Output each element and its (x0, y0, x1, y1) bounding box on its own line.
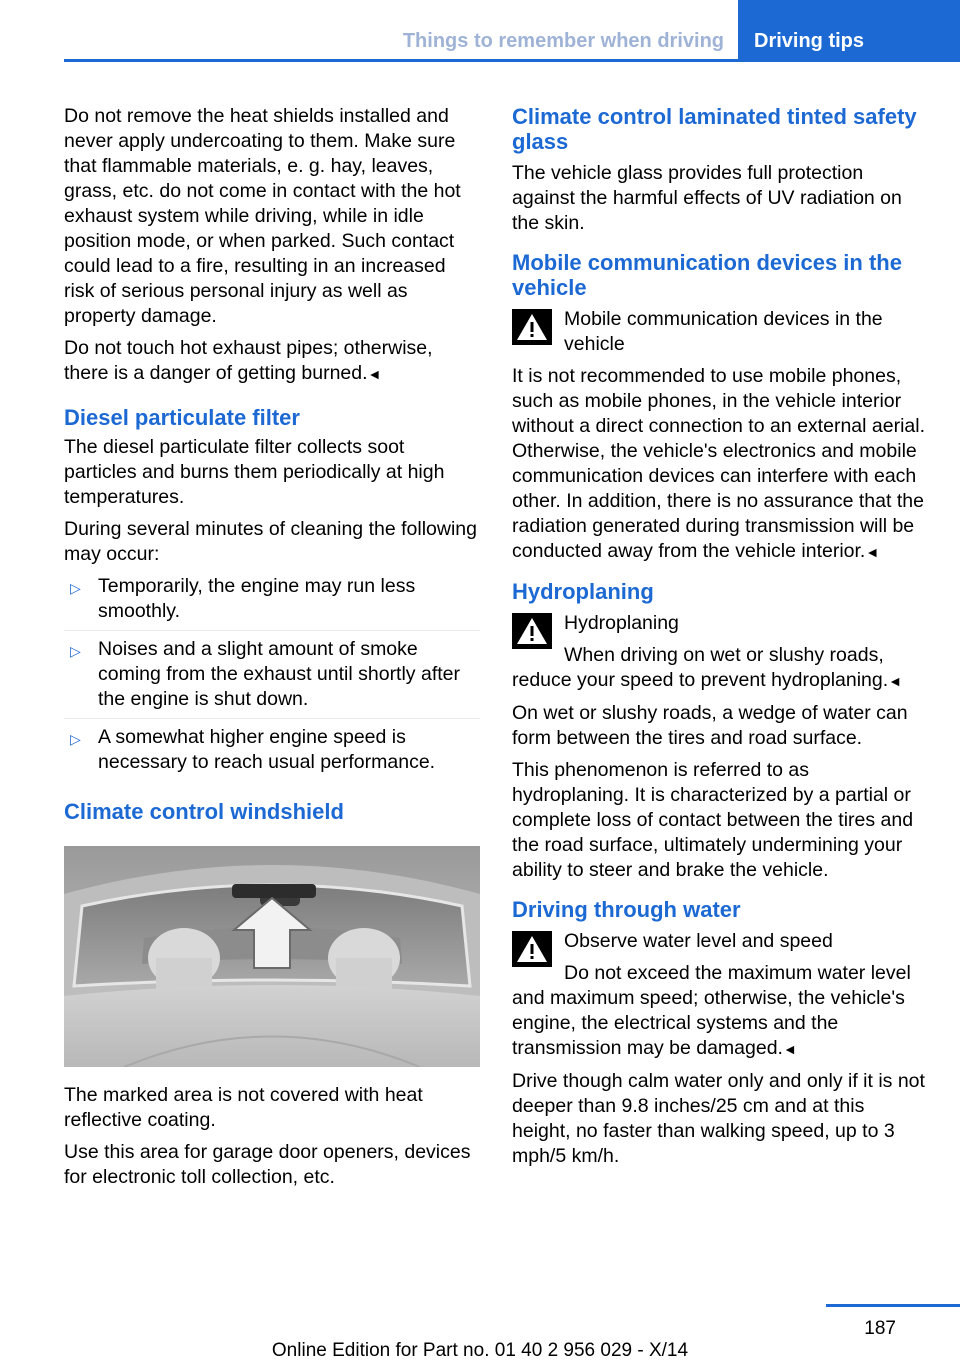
left-column (64, 104, 480, 1197)
paragraph: Do not touch hot exhaust pipes; otherwise, there is a danger of getting burned.◄ (64, 337, 433, 384)
end-mark: ◄ (367, 366, 382, 382)
paragraph: Use this area for garage door openers, devices for electronic toll collection, etc. (64, 1141, 471, 1188)
bullet-list (64, 574, 480, 781)
warning-title: Mobile communication devices in the vehicle (564, 308, 883, 355)
warning-text: Do not exceed the maximum water level and maximum speed; otherwise, the vehicle's engine, the electrical systems and the transmission may be damaged. (512, 962, 911, 1059)
bullet-icon: ▷ (70, 580, 81, 596)
list-item: ▷ A somewhat higher engine speed is necessary to reach usual performance. (70, 726, 436, 773)
paragraph: During several minutes of cleaning the following may occur: (64, 518, 477, 565)
right-column (512, 104, 928, 1176)
heading-tinted-safety-glass: Climate control laminated tinted safety glass (512, 104, 917, 154)
list-item: ▷ Temporarily, the engine may run less smoothly. (64, 574, 480, 631)
end-mark: ◄ (865, 544, 880, 560)
chapter-tab: Driving tips (738, 0, 960, 62)
paragraph: This phenomenon is referred to as hydroplaning. It is characterized by a partial or complete loss of contact between the tires and the road surface, ultimately undermining your ability to steer and brake the vehicle. (512, 759, 914, 881)
page-header (64, 0, 960, 62)
warning-triangle-icon (512, 931, 552, 967)
paragraph: The marked area is not covered with heat reflective coating. (64, 1084, 423, 1131)
heading-climate-control-windshield: Climate control windshield (64, 799, 344, 824)
heading-diesel-particulate-filter: Diesel particulate filter (64, 405, 300, 430)
paragraph: On wet or slushy roads, a wedge of water can form between the tires and road surface. (512, 702, 908, 749)
paragraph: Drive though calm water only and only if it is not deeper than 9.8 inches/25 cm and at this height, no faster than walking speed, up to 3 mph/5 km/h. (512, 1070, 925, 1167)
warning-triangle-icon (512, 309, 552, 345)
heading-hydroplaning: Hydroplaning (512, 579, 654, 604)
page-number: 187 (864, 1318, 896, 1339)
bullet-icon: ▷ (70, 643, 81, 659)
paragraph: Do not remove the heat shields installed and never apply undercoating to them. Make sure that flammable materials, e. g. hay, leaves, grass, etc. do not come in contact with the hot exhaust system while driving, while in idle position mode, or when parked. Such contact could lead to a fire, resulting in an increased risk of serious personal injury as well as property damage. (64, 105, 461, 327)
warning-water (512, 929, 928, 1062)
heading-driving-through-water: Driving through water (512, 897, 741, 922)
paragraph: It is not recommended to use mobile phones, such as mobile phones, in the vehicle interior without a direct connection to an external aerial. Otherwise, the vehicle's electronics and mobile communication devices can interfere with each other. In addition, there is no assurance that the radiation generated during transmission will be conducted away from the vehicle interior.◄ (512, 365, 925, 562)
warning-triangle-icon (512, 613, 552, 649)
heading-mobile-communication: Mobile communication devices in the vehicle (512, 250, 902, 300)
list-item: ▷ Noises and a slight amount of smoke coming from the exhaust until shortly after the engine is shut down. (64, 637, 480, 719)
end-mark: ◄ (888, 673, 903, 689)
bullet-icon: ▷ (70, 731, 81, 747)
online-edition-note: Online Edition for Part no. 01 40 2 956 029 - X/14 (271, 1340, 689, 1361)
end-mark: ◄ (782, 1041, 797, 1057)
section-title: Things to remember when driving (402, 30, 724, 52)
paragraph: The vehicle glass provides full protection against the harmful effects of UV radiation on the skin. (512, 162, 902, 234)
warning-title: Hydroplaning (564, 612, 679, 634)
warning-hydroplaning (512, 611, 928, 694)
warning-text: When driving on wet or slushy roads, reduce your speed to prevent hydroplaning. (512, 644, 889, 691)
warning-mobile (512, 307, 928, 357)
windshield-illustration (64, 846, 480, 1067)
paragraph: The diesel particulate filter collects soot particles and burns them periodically at high temperatures. (64, 436, 445, 508)
footer-rule (826, 1304, 960, 1307)
warning-title: Observe water level and speed (564, 930, 833, 952)
